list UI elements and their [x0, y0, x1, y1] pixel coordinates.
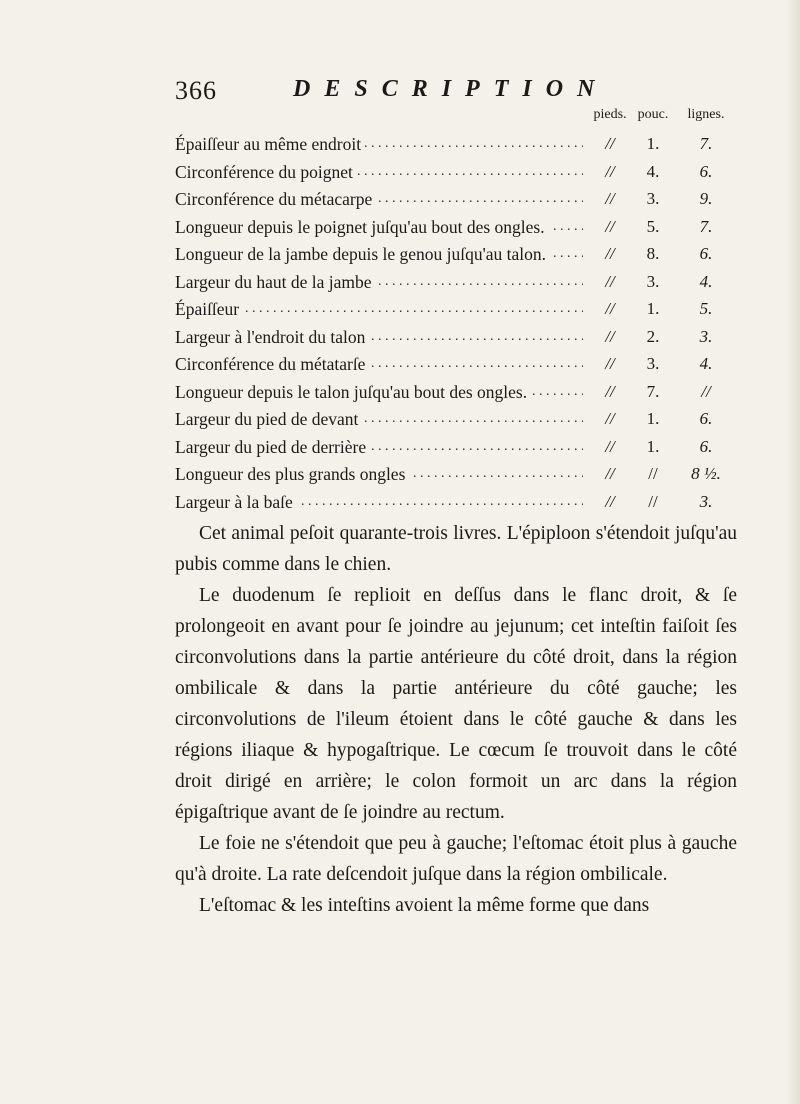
page-number: 366: [175, 76, 217, 105]
cell-pieds: //: [605, 491, 615, 511]
table-row: [0, 213, 800, 241]
cell-lignes: 4.: [699, 271, 713, 291]
cell-pouces: 1.: [646, 134, 660, 153]
row-label: Épaiſſeur: [175, 299, 243, 319]
cell-lignes: 3.: [699, 491, 713, 511]
row-label: Largeur du pied de derrière: [175, 437, 370, 457]
cell-pouces: 1.: [646, 436, 660, 456]
table-row: [0, 158, 800, 186]
table-row: [0, 185, 800, 213]
paragraph: L'eſtomac & les inteſtins avoient la même forme que dans: [199, 895, 650, 916]
row-label: Longueur depuis le talon juſqu'au bout des ongles.: [175, 382, 531, 402]
cell-lignes: 3.: [699, 326, 713, 346]
table-row: [0, 433, 800, 461]
row-label: Largeur à l'endroit du talon: [175, 327, 369, 347]
cell-pieds: //: [605, 326, 615, 346]
cell-pouces: 8.: [646, 244, 660, 263]
table-row: [0, 323, 800, 351]
paragraph: Cet animal peſoit quarante-trois livres. L'épiploon s'étendoit juſqu'au pubis comme dans le chien.: [175, 523, 737, 575]
cell-pieds: //: [605, 299, 615, 318]
cell-pouces: 7.: [646, 381, 660, 401]
row-label: Circonférence du métacarpe: [175, 189, 376, 209]
table-row: [0, 240, 800, 268]
cell-pouces: 1.: [646, 299, 660, 318]
cell-lignes: 6.: [699, 409, 713, 428]
cell-lignes: 7.: [699, 216, 713, 236]
cell-pouces: 3.: [646, 354, 660, 373]
row-label: Largeur à la baſe: [175, 492, 297, 512]
paragraph: Le duodenum ſe replioit en deſſus dans le flanc droit, & ſe prolongeoit en avant pour ſe joindre au jejunum; cet inteſtin faiſoit ſes circonvolutions dans la partie antérieure du côté droit, dans la région ombilicale & dans la partie antérieure du côté gauche; les circonvolutions de l'ileum étoient dans le côté gauche & dans les régions iliaque & hypogaſtrique. Le cœcum ſe trouvoit dans le côté droit dirigé en arrière; le colon formoit un arc dans la région épigaſtrique avant de ſe joindre au rectum.: [175, 585, 737, 823]
table-row: [0, 130, 800, 158]
cell-pouces: //: [648, 491, 658, 511]
table-row: [0, 295, 800, 323]
table-row: [0, 488, 800, 516]
table-row: [0, 405, 800, 433]
running-title: DESCRIPTION: [293, 76, 609, 102]
row-label: Longueur des plus grands ongles: [175, 464, 409, 484]
column-header-pieds: pieds.: [593, 107, 627, 122]
body-text: [175, 518, 737, 921]
cell-pieds: //: [605, 189, 615, 208]
cell-pouces: 1.: [646, 409, 660, 428]
cell-pieds: //: [605, 271, 615, 291]
cell-pieds: //: [605, 216, 615, 236]
cell-pieds: //: [605, 161, 615, 181]
cell-lignes: 9.: [699, 189, 713, 208]
cell-pouces: 2.: [646, 326, 660, 346]
table-row: [0, 268, 800, 296]
paragraph: Le foie ne s'étendoit que peu à gauche; l'eſtomac étoit plus à gauche qu'à droite. La rate deſcendoit juſque dans la région ombilicale.: [175, 833, 737, 885]
cell-lignes: 7.: [699, 134, 713, 153]
cell-pieds: //: [605, 244, 615, 263]
row-label: Épaiſſeur au même endroit: [175, 134, 365, 154]
column-header-lignes: lignes.: [687, 107, 725, 122]
table-row: [0, 350, 800, 378]
table-row: [0, 460, 800, 488]
row-label: Longueur depuis le poignet juſqu'au bout des ongles.: [175, 217, 549, 237]
column-headers: [0, 107, 800, 125]
row-label: Circonférence du métatarſe: [175, 354, 369, 374]
column-header-pouces: pouc.: [637, 107, 669, 122]
cell-pieds: //: [605, 134, 615, 153]
table-row: [0, 378, 800, 406]
row-label: Largeur du pied de devant: [175, 409, 362, 429]
cell-pouces: 4.: [646, 161, 660, 181]
cell-pieds: //: [605, 436, 615, 456]
cell-pieds: //: [605, 381, 615, 401]
cell-pouces: 5.: [646, 216, 660, 236]
cell-pieds: //: [605, 464, 615, 483]
cell-lignes: 4.: [699, 354, 713, 373]
cell-pieds: //: [605, 354, 615, 373]
row-label: Circonférence du poignet: [175, 162, 357, 182]
cell-lignes: 8 ½.: [691, 464, 721, 483]
cell-pouces: 3.: [646, 271, 660, 291]
cell-lignes: //: [701, 381, 711, 401]
cell-pouces: //: [648, 464, 658, 483]
cell-lignes: 6.: [699, 436, 713, 456]
row-label: Largeur du haut de la jambe: [175, 272, 375, 292]
cell-pouces: 3.: [646, 189, 660, 208]
cell-pieds: //: [605, 409, 615, 428]
cell-lignes: 5.: [699, 299, 713, 318]
cell-lignes: 6.: [699, 244, 713, 263]
cell-lignes: 6.: [699, 161, 713, 181]
row-label: Longueur de la jambe depuis le genou juſqu'au talon.: [175, 244, 550, 264]
